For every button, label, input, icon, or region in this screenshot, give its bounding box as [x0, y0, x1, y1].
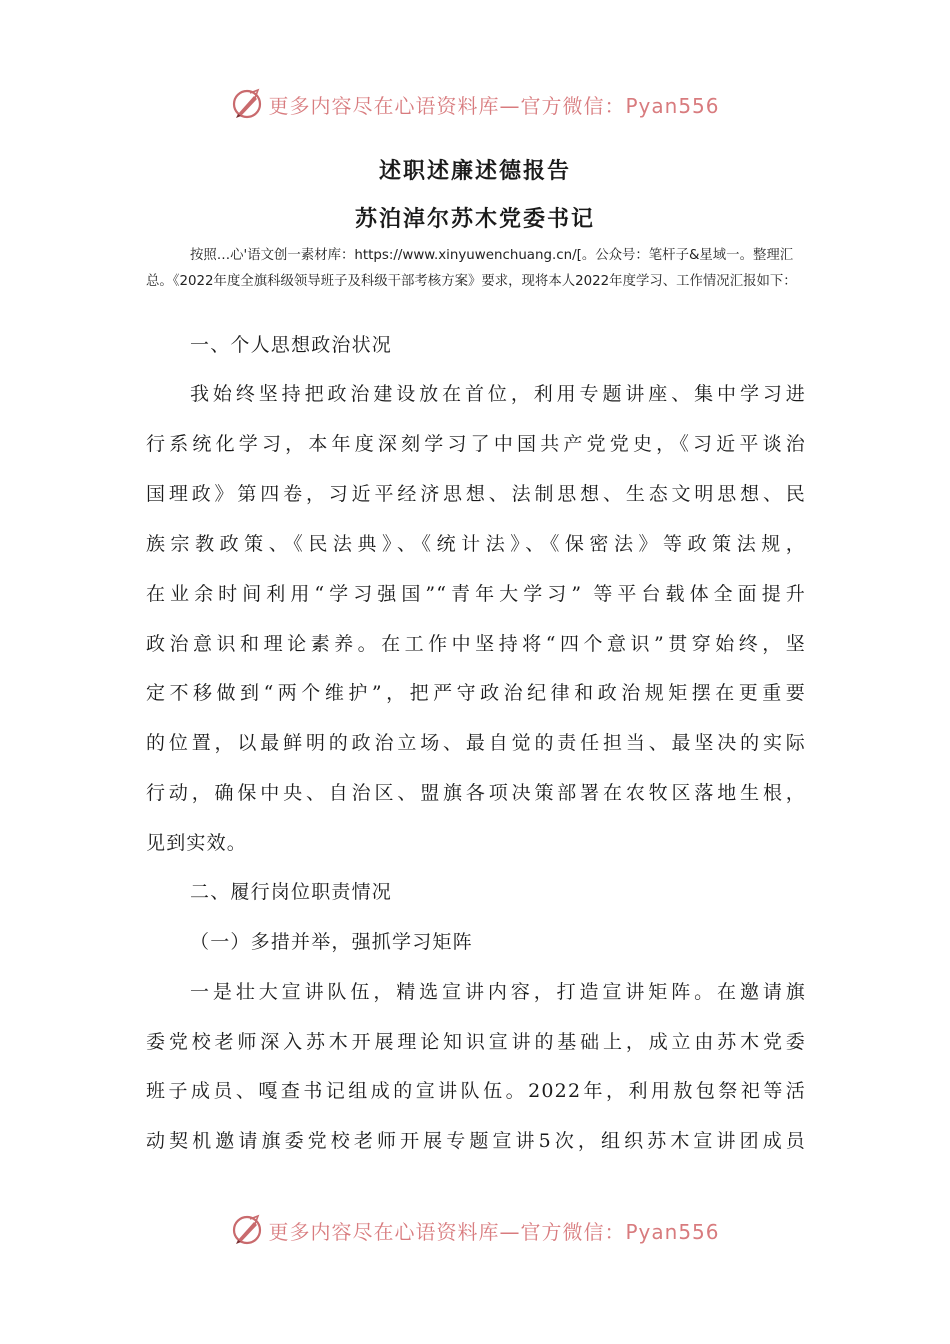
pen-logo-icon: [230, 1213, 264, 1247]
body-line: 国理政》第四卷，习近平经济思想、法制思想、生态文明思想、民: [146, 483, 806, 505]
body-line: 的位置，以最鲜明的政治立场、最自觉的责任担当、最坚决的实际: [146, 732, 806, 754]
wechat-id: Pyan556: [625, 1219, 720, 1244]
document-subtitle: 苏泊淖尔苏木党委书记: [354, 206, 595, 232]
wechat-id: Pyan556: [625, 93, 720, 118]
document-title: 述职述廉述德报告: [378, 158, 571, 184]
body-line: 委党校老师深入苏木开展理论知识宣讲的基础上，成立由苏木党委: [146, 1031, 806, 1053]
intro-paragraph: 按照…心'语文创一素材库：https://www.xinyuwenchuang.cn/[。公众号：笔杆子&星域一。整理汇总。《2022年度全旗科级领导班子及科级干部考核方案》要求，现将本人2022年度学习、工作情况汇报如下：: [146, 248, 797, 289]
body-line: 政治意识和理论素养。在工作中坚持将“四个意识”贯穿始终，坚: [146, 633, 806, 655]
section-heading-1: 一、个人思想政治状况: [190, 334, 393, 356]
body-line: 定不移做到“两个维护”，把严守政治纪律和政治规矩摆在更重要: [146, 682, 806, 704]
subsection-heading: （一）多措并举，强抓学习矩阵: [190, 931, 473, 953]
body-line: 班子成员、嘎查书记组成的宣讲队伍。2022年，利用敖包祭祀等活: [146, 1080, 806, 1102]
section-heading-2: 二、履行岗位职责情况: [190, 881, 393, 903]
body-line: 行动，确保中央、自治区、盟旗各项决策部署在农牧区落地生根，: [146, 782, 806, 804]
watermark-text: 更多内容尽在心语资料库—官方微信：Pyan556: [268, 1219, 720, 1244]
body-line: 行系统化学习，本年度深刻学习了中国共产党党史，《习近平谈治: [146, 433, 806, 455]
header-watermark-banner: [0, 80, 950, 128]
watermark-text: 更多内容尽在心语资料库—官方微信：Pyan556: [268, 93, 720, 118]
body-line: 我始终坚持把政治建设放在首位，利用专题讲座、集中学习进: [190, 383, 806, 405]
body-line: 在业余时间利用“学习强国”“青年大学习” 等平台载体全面提升: [146, 583, 806, 605]
footer-watermark-banner: [0, 1206, 950, 1254]
body-line: 见到实效。: [146, 832, 248, 854]
pen-logo-icon: [230, 87, 264, 121]
body-line: 一是壮大宣讲队伍，精选宣讲内容，打造宣讲矩阵。在邀请旗: [190, 981, 806, 1003]
body-line: 族宗教政策、《民法典》、《统计法》、《保密法》等政策法规，: [146, 533, 806, 555]
body-line: 动契机邀请旗委党校老师开展专题宣讲5次，组织苏木宣讲团成员: [146, 1130, 806, 1152]
